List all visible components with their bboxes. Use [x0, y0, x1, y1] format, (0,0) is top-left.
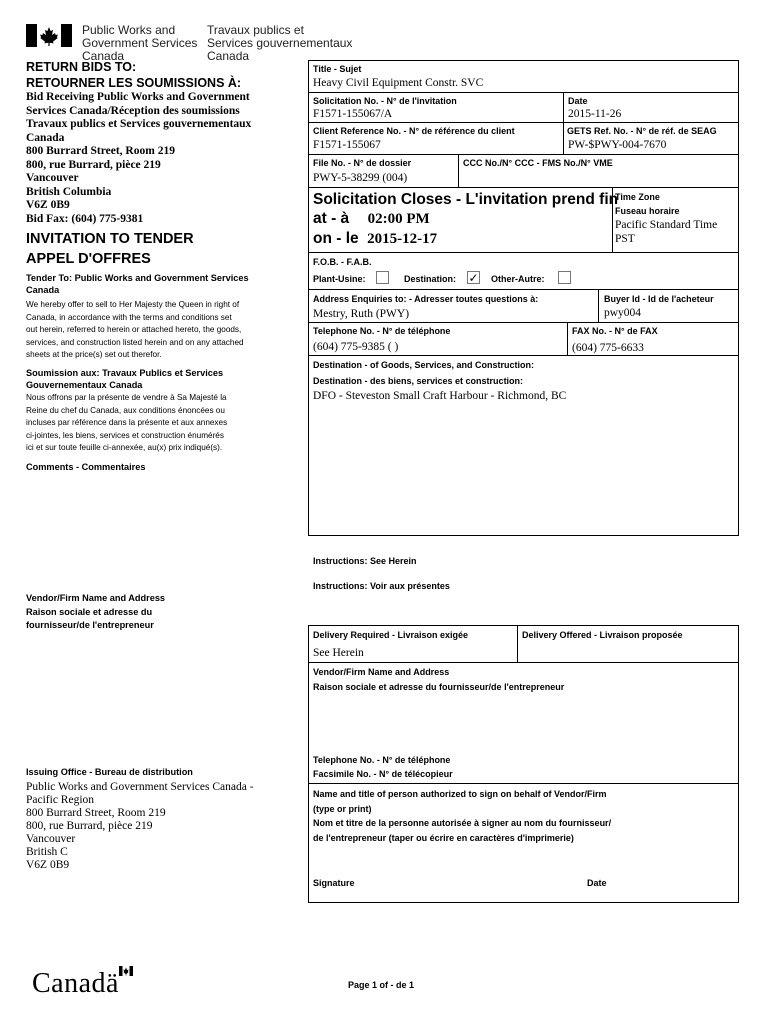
address-line: British Columbia — [26, 185, 112, 198]
offer-line: Canada, in accordance with the terms and conditions set — [26, 312, 232, 322]
soumission-line: Soumission aux: Travaux Publics et Services — [26, 368, 224, 378]
vendor-label-line: Raison sociale et adresse du — [26, 606, 153, 617]
department-name-en — [82, 24, 197, 63]
return-bids-title — [26, 60, 241, 91]
form-divider — [598, 289, 599, 322]
authorized-person-field[interactable] — [312, 846, 736, 872]
plant-label: Plant-Usine: — [313, 274, 366, 284]
office-address-line: 800 Burrard Street, Room 219 — [26, 807, 166, 819]
bid-receiving-address — [26, 91, 251, 226]
department-name-fr — [207, 24, 352, 63]
vendor-firm-label — [313, 667, 564, 693]
buyer-id-label: Buyer Id - Id de l'acheteur — [604, 294, 714, 304]
form-rule — [308, 355, 739, 356]
file-no-label: File No. - N° de dossier — [313, 158, 412, 168]
dept-en-line: Government Services — [82, 36, 198, 50]
telephone-value[interactable]: (604) 775-9385 ( ) — [313, 341, 399, 353]
office-address-line: Pacific Region — [26, 794, 95, 806]
vendor-facsimile-label: Facsimile No. - N° de télécopieur — [313, 769, 453, 779]
vendor-label-line: fournisseur/de l'entrepreneur — [26, 620, 154, 630]
title-value[interactable]: Heavy Civil Equipment Constr. SVC — [313, 77, 484, 89]
time-zone-value-line: PST — [615, 233, 635, 245]
instructions-en: Instructions: See Herein — [313, 556, 417, 566]
dept-en-line: Canada — [82, 49, 125, 63]
solicitation-no-value[interactable]: F1571-155067/A — [313, 108, 393, 120]
bid-fax-line: Bid Fax: (604) 775-9381 — [26, 212, 144, 225]
authorized-label-line: Nom et titre de la personne autorisée à signer au nom du fournisseur/ — [313, 818, 612, 828]
dept-fr-line: Travaux publics et — [207, 23, 304, 37]
office-address-line: Vancouver — [26, 833, 76, 845]
solicitation-closes-label: Solicitation Closes - L'invitation prend fin — [313, 191, 619, 208]
soumission-aux — [26, 367, 223, 391]
form-rule — [308, 187, 739, 188]
other-label: Other-Autre: — [491, 274, 545, 284]
instructions-fr: Instructions: Voir aux présentes — [313, 581, 450, 591]
form-divider — [563, 92, 564, 154]
time-zone-label — [615, 192, 680, 217]
destination-goods-label-en: Destination - of Goods, Services, and Construction: — [313, 360, 535, 370]
dept-fr-line: Services gouvernementaux — [207, 36, 353, 50]
offer-line: services, and construction listed herein and on any attached — [26, 337, 244, 347]
offer-line: out herein, referred to herein or attached hereto, the goods, — [26, 325, 242, 334]
canada-wordmark-logo: Canadä — [32, 968, 119, 999]
destination-label: Destination: — [404, 274, 457, 284]
time-zone-value[interactable] — [615, 219, 717, 246]
offer-line: We hereby offer to sell to Her Majesty the Queen in right of — [26, 300, 240, 309]
authorized-label-line: Name and title of person authorized to sign on behalf of Vendor/Firm — [313, 789, 607, 799]
page-number: Page 1 of - de 1 — [348, 980, 415, 990]
at-label: at - à — [313, 210, 350, 227]
offer-line: sheets at the price(s) set out therefor. — [26, 350, 162, 359]
title-label: Title - Sujet — [313, 64, 362, 74]
form-rule — [308, 322, 739, 323]
form-rule — [308, 92, 739, 93]
office-address-line: 800, rue Burrard, pièce 219 — [26, 820, 153, 832]
dept-fr-line: Canada — [207, 49, 250, 63]
form-divider — [517, 625, 518, 662]
date-value[interactable]: 2015-11-26 — [568, 108, 622, 120]
solicitation-no-label: Solicitation No. - N° de l'invitation — [313, 96, 457, 106]
return-bids-title-en: RETURN BIDS TO: — [26, 60, 137, 74]
delivery-required-label: Delivery Required - Livraison exigée — [313, 630, 469, 640]
form-rule — [308, 662, 739, 663]
fax-value[interactable]: (604) 775-6633 — [572, 342, 644, 354]
canada-flag-icon — [26, 24, 72, 47]
vendor-label-line: Vendor/Firm Name and Address — [26, 593, 166, 603]
wordmark-flag-icon — [119, 966, 133, 976]
address-enquiries-label: Address Enquiries to: - Adresser toutes questions à: — [313, 294, 539, 304]
vendor-firm-label-left — [26, 592, 165, 633]
closing-time-value[interactable]: 02:00 PM — [367, 211, 430, 227]
soumission-line: Gouvernementaux Canada — [26, 380, 143, 390]
vendor-telephone-label: Telephone No. - N° de téléphone — [313, 755, 451, 765]
form-rule — [308, 783, 739, 784]
office-address-line: British C — [26, 846, 68, 858]
form-divider — [458, 154, 459, 187]
client-reference-value[interactable]: F1571-155067 — [313, 139, 381, 151]
form-rule — [308, 154, 739, 155]
offer-line: ici et sur toute feuille ci-annexée, au(x) prix indiqué(s). — [26, 443, 223, 452]
invitation-title-fr: APPEL D'OFFRES — [26, 251, 151, 267]
form-rule — [308, 252, 739, 253]
client-reference-label: Client Reference No. - N° de référence du client — [313, 126, 515, 136]
form-divider — [567, 322, 568, 355]
issuing-office-label: Issuing Office - Bureau de distribution — [26, 767, 193, 777]
address-line: Travaux publics et Services gouvernementaux — [26, 118, 252, 130]
time-zone-label-en: Time Zone — [615, 192, 660, 202]
offer-line: Reine du chef du Canada, aux conditions énoncées ou — [26, 405, 225, 415]
closing-time-row — [313, 210, 430, 228]
date-label: Date — [568, 96, 588, 106]
authorized-label-line: (type or print) — [313, 803, 372, 814]
return-bids-title-fr: RETOURNER LES SOUMISSIONS À: — [26, 76, 242, 90]
office-address-line: Public Works and Government Services Canada - — [26, 781, 254, 793]
tender-to — [26, 272, 249, 296]
address-line: Bid Receiving Public Works and Government — [26, 91, 250, 103]
gets-ref-label: GETS Ref. No. - N° de réf. de SEAG — [567, 126, 717, 136]
telephone-label: Telephone No. - N° de téléphone — [313, 326, 451, 336]
address-line: 800 Burrard Street, Room 219 — [26, 145, 175, 157]
fax-label: FAX No. - N° de FAX — [572, 326, 658, 336]
invitation-title — [26, 229, 194, 269]
vendor-firm-label-fr: Raison sociale et adresse du fournisseur/de l'entrepreneur — [313, 682, 565, 692]
destination-checkbox[interactable] — [467, 271, 480, 284]
destination-goods-label-fr: Destination - des biens, services et construction: — [313, 376, 524, 386]
gets-ref-value[interactable]: PW-$PWY-004-7670 — [568, 139, 667, 151]
offer-line: incluses par référence dans la présente et aux annexes — [26, 418, 228, 427]
offer-text-en — [26, 299, 244, 362]
office-address-line: V6Z 0B9 — [26, 859, 70, 871]
delivery-offered-label: Delivery Offered - Livraison proposée — [522, 630, 683, 640]
tender-to-line: Canada — [26, 285, 60, 295]
offer-line: ci-jointes, les biens, services et construction énumérés — [26, 430, 224, 440]
dept-en-line: Public Works and — [82, 23, 176, 37]
issuing-office-address — [26, 781, 254, 872]
address-line: Vancouver — [26, 172, 79, 184]
time-zone-value-line: Pacific Standard Time — [615, 219, 718, 231]
form-rule — [308, 289, 739, 290]
plant-checkbox[interactable] — [376, 271, 389, 284]
signature-label: Signature — [313, 878, 355, 888]
destination-goods-value[interactable]: DFO - Steveston Small Craft Harbour - Richmond, BC — [313, 390, 567, 402]
fob-label: F.O.B. - F.A.B. — [313, 257, 372, 267]
file-no-value[interactable]: PWY-5-38299 (004) — [313, 172, 408, 184]
offer-line: Nous offrons par la présente de vendre à Sa Majesté la — [26, 393, 227, 402]
invitation-title-en: INVITATION TO TENDER — [26, 231, 194, 247]
authorized-person-label — [313, 787, 611, 845]
closing-date-value[interactable]: 2015-12-17 — [367, 231, 438, 247]
delivery-offered-field[interactable] — [520, 642, 736, 660]
address-line: 800, rue Burrard, pièce 219 — [26, 158, 161, 171]
destination-goods-label — [313, 360, 534, 387]
tender-to-line: Tender To: Public Works and Government Services — [26, 273, 249, 283]
ccc-no-label: CCC No./N° CCC - FMS No./N° VME — [463, 158, 613, 168]
vendor-firm-field[interactable] — [312, 695, 736, 750]
address-enquiries-value[interactable]: Mestry, Ruth (PWY) — [313, 308, 410, 320]
offer-text-fr — [26, 392, 227, 455]
comments-label: Comments - Commentaires — [26, 462, 146, 472]
address-line: Canada — [26, 131, 65, 144]
address-line: Services Canada/Réception des soumissions — [26, 104, 240, 117]
signature-date-label: Date — [587, 878, 607, 888]
buyer-id-value[interactable]: pwy004 — [604, 307, 642, 319]
address-line: V6Z 0B9 — [26, 199, 70, 211]
vendor-firm-label-en: Vendor/Firm Name and Address — [313, 667, 450, 677]
form-rule — [308, 122, 739, 123]
time-zone-label-fr: Fuseau horaire — [615, 206, 680, 216]
delivery-required-value[interactable]: See Herein — [313, 647, 364, 659]
closing-date-row — [313, 230, 437, 248]
authorized-label-line: de l'entrepreneur (taper ou écrire en caractères d'imprimerie) — [313, 832, 574, 843]
other-checkbox[interactable] — [558, 271, 571, 284]
on-label: on - le — [313, 230, 359, 247]
checkmark-icon: ✓ — [468, 271, 479, 285]
